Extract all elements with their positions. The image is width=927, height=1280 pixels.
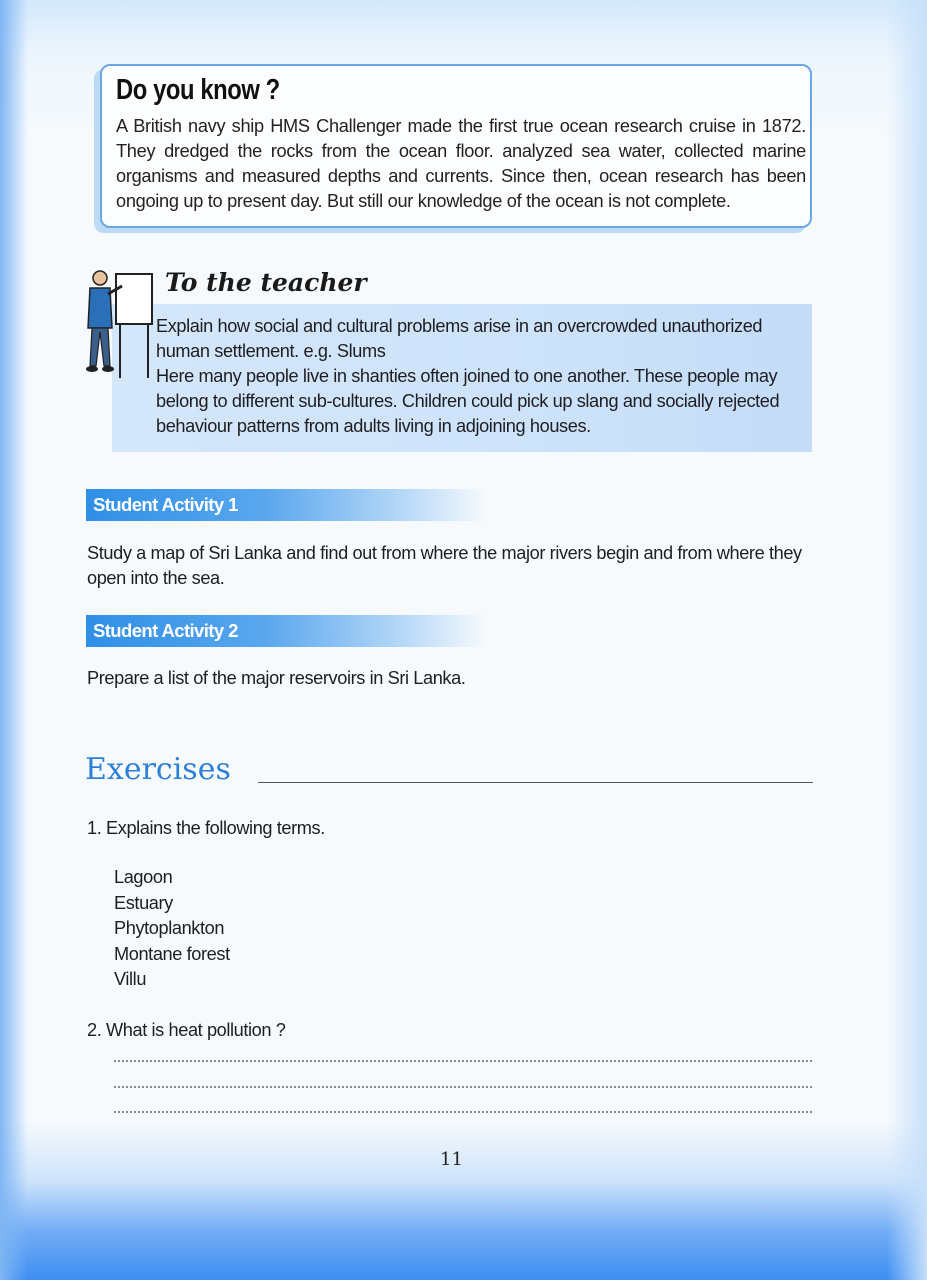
term-item: Montane forest — [114, 944, 230, 964]
answer-line — [114, 1060, 812, 1062]
teacher-text-line: Explain how social and cultural problems arise in an overcrowded unauthorized — [156, 316, 763, 336]
teacher-title: To the teacher — [165, 268, 367, 297]
page-edge-shadow — [0, 0, 28, 1280]
do-you-know-box — [100, 64, 812, 228]
exercises-rule — [258, 782, 813, 783]
student-activity-2-header — [86, 615, 486, 647]
student-activity-1-text: Study a map of Sri Lanka and find out from where the major rivers begin and from where they open into the sea. — [87, 543, 802, 588]
exercises-heading: Exercises — [85, 752, 231, 787]
term-item: Lagoon — [114, 867, 173, 887]
page-number: 11 — [440, 1149, 463, 1170]
student-activity-2-label: Student Activity 2 — [93, 620, 238, 641]
do-you-know-text: A British navy ship HMS Challenger made the first true ocean research cruise in 1872. They dredged the rocks from the ocean floor. analyzed sea water, collected marine organisms and measured depths and currents. Since then, ocean research has been ongoing up to present day. But still our knowledge of the ocean is not complete. — [116, 116, 806, 211]
question-2: 2. What is heat pollution ? — [87, 1020, 286, 1040]
teacher-text-line: human settlement. e.g. Slums — [156, 341, 386, 361]
term-item: Villu — [114, 969, 147, 989]
teacher-text-line: behaviour patterns from adults living in adjoining houses. — [156, 416, 591, 436]
page-edge-shadow — [887, 0, 927, 1280]
do-you-know-title: Do you know ? — [116, 74, 280, 106]
question-1: 1. Explains the following terms. — [87, 818, 325, 838]
term-item: Estuary — [114, 893, 173, 913]
term-item: Phytoplankton — [114, 918, 225, 938]
answer-line — [114, 1086, 812, 1088]
teacher-text-line: Here many people live in shanties often joined to one another. These people may — [156, 366, 778, 386]
student-activity-2-text: Prepare a list of the major reservoirs in Sri Lanka. — [87, 668, 466, 688]
teacher-icon — [82, 266, 154, 381]
teacher-text-line: belong to different sub-cultures. Children could pick up slang and socially rejected — [156, 391, 780, 411]
answer-line — [114, 1111, 812, 1113]
student-activity-1-header — [86, 489, 486, 521]
student-activity-1-label: Student Activity 1 — [93, 494, 238, 515]
